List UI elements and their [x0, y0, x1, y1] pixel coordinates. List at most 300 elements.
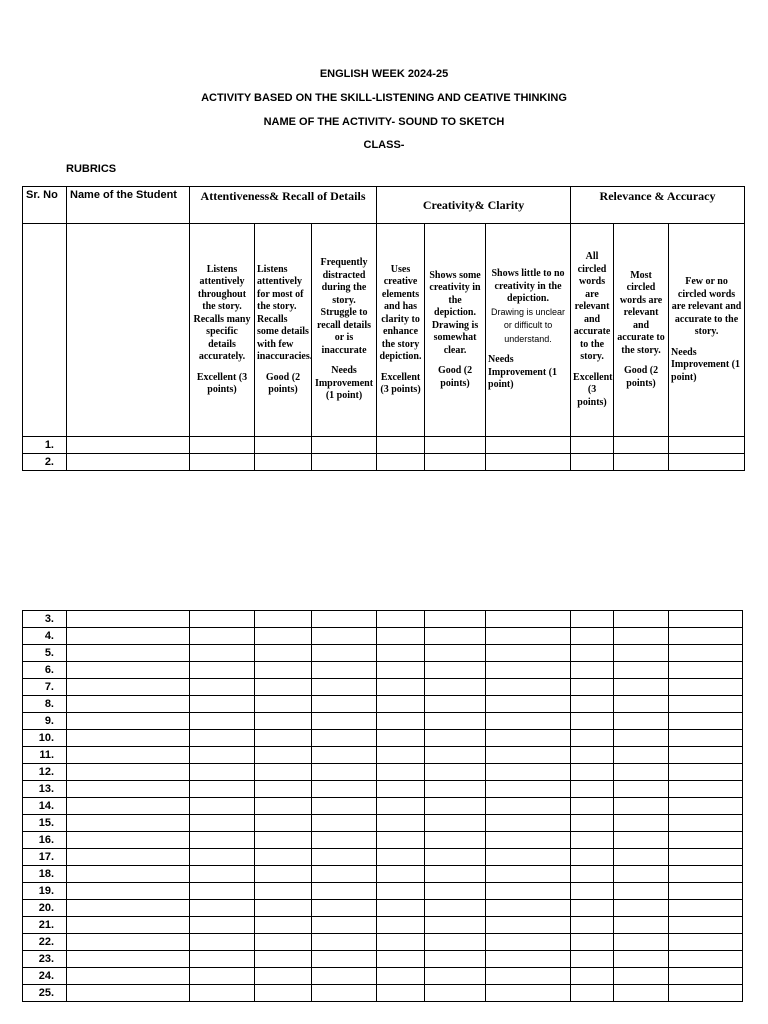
score-cell[interactable]: [377, 968, 425, 985]
score-cell[interactable]: [255, 611, 312, 628]
table-row: [23, 985, 743, 1002]
score-cell[interactable]: [486, 798, 571, 815]
score-cell[interactable]: [614, 747, 669, 764]
score-cell[interactable]: [669, 849, 743, 866]
row-number: 6.: [23, 662, 67, 679]
score-cell[interactable]: [571, 866, 614, 883]
score-cell[interactable]: [377, 645, 425, 662]
score-cell[interactable]: [190, 815, 255, 832]
student-name-header: Name of the Student: [67, 187, 190, 224]
score-cell[interactable]: [190, 611, 255, 628]
score-cell[interactable]: [312, 815, 377, 832]
table-row: [23, 815, 743, 832]
score-cell[interactable]: [190, 764, 255, 781]
score-cell[interactable]: [571, 934, 614, 951]
score-cell[interactable]: [312, 662, 377, 679]
score-cell[interactable]: [190, 798, 255, 815]
student-name-cell[interactable]: [67, 883, 190, 900]
score-cell[interactable]: [255, 815, 312, 832]
score-cell[interactable]: [571, 815, 614, 832]
score-cell[interactable]: [190, 951, 255, 968]
score-cell[interactable]: [255, 781, 312, 798]
score-cell[interactable]: [486, 951, 571, 968]
student-name-cell[interactable]: [67, 900, 190, 917]
score-cell[interactable]: [377, 730, 425, 747]
score-cell[interactable]: [312, 934, 377, 951]
row-number: 20.: [23, 900, 67, 917]
score-cell[interactable]: [425, 611, 486, 628]
score-cell[interactable]: [377, 628, 425, 645]
score-cell[interactable]: [571, 611, 614, 628]
table-row: [23, 968, 743, 985]
score-cell[interactable]: [425, 968, 486, 985]
score-cell[interactable]: [377, 934, 425, 951]
score-cell[interactable]: [255, 747, 312, 764]
score-cell[interactable]: [377, 679, 425, 696]
score-cell[interactable]: [486, 730, 571, 747]
student-name-cell[interactable]: [67, 934, 190, 951]
row-number: 4.: [23, 628, 67, 645]
score-cell[interactable]: [614, 679, 669, 696]
score-cell[interactable]: [255, 679, 312, 696]
score-cell[interactable]: [486, 764, 571, 781]
score-cell[interactable]: [669, 679, 743, 696]
row-number: 21.: [23, 917, 67, 934]
score-cell[interactable]: [312, 900, 377, 917]
score-cell[interactable]: [669, 900, 743, 917]
score-cell[interactable]: [255, 454, 312, 471]
score-cell[interactable]: [425, 798, 486, 815]
score-cell[interactable]: [669, 662, 743, 679]
score-cell[interactable]: [190, 985, 255, 1002]
cre-needs-desc2: Drawing is unclear or difficult to understand.: [491, 306, 566, 344]
score-cell[interactable]: [425, 951, 486, 968]
score-cell[interactable]: [571, 883, 614, 900]
score-cell[interactable]: [669, 713, 743, 730]
score-cell[interactable]: [669, 798, 743, 815]
score-cell[interactable]: [190, 437, 255, 454]
score-cell[interactable]: [614, 764, 669, 781]
score-cell[interactable]: [425, 934, 486, 951]
score-cell[interactable]: [377, 985, 425, 1002]
score-cell[interactable]: [614, 883, 669, 900]
student-name-cell[interactable]: [67, 696, 190, 713]
score-cell[interactable]: [425, 832, 486, 849]
student-name-cell[interactable]: [67, 662, 190, 679]
score-cell[interactable]: [255, 883, 312, 900]
score-cell[interactable]: [571, 454, 614, 471]
score-cell[interactable]: [614, 832, 669, 849]
score-cell[interactable]: [190, 628, 255, 645]
score-cell[interactable]: [614, 985, 669, 1002]
student-name-cell[interactable]: [67, 611, 190, 628]
score-cell[interactable]: [255, 645, 312, 662]
row-number: 16.: [23, 832, 67, 849]
score-cell[interactable]: [669, 454, 745, 471]
score-cell[interactable]: [486, 662, 571, 679]
student-name-cell[interactable]: [67, 951, 190, 968]
score-cell[interactable]: [255, 628, 312, 645]
score-cell[interactable]: [425, 713, 486, 730]
att-excellent-desc: Listens attentively throughout the story. Recalls many specific details accurately.: [193, 263, 251, 362]
score-cell[interactable]: [425, 900, 486, 917]
row-number: 2.: [23, 454, 67, 471]
score-cell[interactable]: [425, 849, 486, 866]
table-row: [23, 883, 743, 900]
score-cell[interactable]: [312, 611, 377, 628]
rel-good-cell: [614, 224, 669, 437]
score-cell[interactable]: [614, 781, 669, 798]
score-cell[interactable]: [669, 883, 743, 900]
score-cell[interactable]: [486, 934, 571, 951]
student-name-cell[interactable]: [67, 764, 190, 781]
score-cell[interactable]: [255, 713, 312, 730]
score-cell[interactable]: [425, 747, 486, 764]
score-cell[interactable]: [312, 866, 377, 883]
score-cell[interactable]: [255, 437, 312, 454]
score-cell[interactable]: [486, 747, 571, 764]
student-name-cell[interactable]: [67, 454, 190, 471]
score-cell[interactable]: [377, 662, 425, 679]
score-cell[interactable]: [669, 951, 743, 968]
score-cell[interactable]: [425, 645, 486, 662]
score-cell[interactable]: [425, 696, 486, 713]
student-name-cell[interactable]: [67, 645, 190, 662]
att-excellent-cell: [190, 224, 255, 437]
score-cell[interactable]: [425, 454, 486, 471]
score-cell[interactable]: [312, 628, 377, 645]
row-number: 24.: [23, 968, 67, 985]
score-cell[interactable]: [614, 951, 669, 968]
score-cell[interactable]: [255, 985, 312, 1002]
score-cell[interactable]: [377, 747, 425, 764]
score-cell[interactable]: [312, 696, 377, 713]
score-cell[interactable]: [571, 849, 614, 866]
score-cell[interactable]: [486, 679, 571, 696]
att-good-cell: [255, 224, 312, 437]
cre-excellent-score: Excellent (3 points): [380, 371, 421, 395]
score-cell[interactable]: [669, 985, 743, 1002]
cre-good-desc: Shows some creativity in the depiction. Drawing is somewhat clear.: [429, 269, 481, 356]
score-cell[interactable]: [669, 696, 743, 713]
score-cell[interactable]: [190, 968, 255, 985]
score-cell[interactable]: [312, 645, 377, 662]
score-cell[interactable]: [486, 900, 571, 917]
score-cell[interactable]: [377, 781, 425, 798]
score-cell[interactable]: [255, 968, 312, 985]
score-cell[interactable]: [571, 832, 614, 849]
score-cell[interactable]: [425, 628, 486, 645]
row-number: 3.: [23, 611, 67, 628]
row-number: 7.: [23, 679, 67, 696]
score-cell[interactable]: [377, 883, 425, 900]
score-cell[interactable]: [425, 883, 486, 900]
score-cell[interactable]: [571, 917, 614, 934]
score-cell[interactable]: [190, 917, 255, 934]
score-cell[interactable]: [571, 628, 614, 645]
criteria-row: [23, 224, 745, 437]
score-cell[interactable]: [312, 679, 377, 696]
score-cell[interactable]: [669, 968, 743, 985]
score-cell[interactable]: [571, 713, 614, 730]
score-cell[interactable]: [669, 917, 743, 934]
student-name-cell[interactable]: [67, 968, 190, 985]
score-cell[interactable]: [571, 696, 614, 713]
score-cell[interactable]: [190, 900, 255, 917]
score-cell[interactable]: [614, 662, 669, 679]
score-cell[interactable]: [312, 713, 377, 730]
score-cell[interactable]: [614, 454, 669, 471]
table-row: [23, 917, 743, 934]
score-cell[interactable]: [614, 645, 669, 662]
table-row: [23, 798, 743, 815]
score-cell[interactable]: [190, 730, 255, 747]
score-cell[interactable]: [486, 815, 571, 832]
student-name-cell[interactable]: [67, 781, 190, 798]
activity-skill: ACTIVITY BASED ON THE SKILL-LISTENING AND CEATIVE THINKING: [201, 92, 567, 104]
score-cell[interactable]: [486, 628, 571, 645]
activity-name: NAME OF THE ACTIVITY- SOUND TO SKETCH: [263, 116, 505, 128]
cre-good-score: Good (2 points): [437, 365, 473, 389]
score-cell[interactable]: [255, 917, 312, 934]
score-cell[interactable]: [312, 832, 377, 849]
score-cell[interactable]: [486, 849, 571, 866]
score-cell[interactable]: [425, 679, 486, 696]
score-cell[interactable]: [571, 951, 614, 968]
rubrics-label: RUBRICS: [66, 163, 117, 175]
score-cell[interactable]: [425, 866, 486, 883]
score-cell[interactable]: [377, 798, 425, 815]
score-cell[interactable]: [190, 645, 255, 662]
student-name-cell[interactable]: [67, 849, 190, 866]
score-cell[interactable]: [377, 951, 425, 968]
score-cell[interactable]: [614, 798, 669, 815]
score-cell[interactable]: [425, 662, 486, 679]
score-cell[interactable]: [312, 747, 377, 764]
score-cell[interactable]: [377, 900, 425, 917]
cre-needs-desc: Shows little to no creativity in the depiction.: [491, 268, 565, 305]
score-cell[interactable]: [614, 696, 669, 713]
score-cell[interactable]: [190, 679, 255, 696]
score-cell[interactable]: [255, 951, 312, 968]
score-cell[interactable]: [377, 611, 425, 628]
score-cell[interactable]: [614, 730, 669, 747]
student-name-cell[interactable]: [67, 437, 190, 454]
row-number: 25.: [23, 985, 67, 1002]
score-cell[interactable]: [425, 985, 486, 1002]
score-cell[interactable]: [255, 662, 312, 679]
score-cell[interactable]: [425, 437, 486, 454]
score-cell[interactable]: [614, 611, 669, 628]
score-cell[interactable]: [486, 985, 571, 1002]
student-name-cell[interactable]: [67, 798, 190, 815]
score-cell[interactable]: [190, 747, 255, 764]
score-cell[interactable]: [312, 849, 377, 866]
score-cell[interactable]: [614, 849, 669, 866]
score-cell[interactable]: [571, 798, 614, 815]
score-cell[interactable]: [312, 883, 377, 900]
score-cell[interactable]: [255, 866, 312, 883]
score-cell[interactable]: [571, 679, 614, 696]
score-cell[interactable]: [486, 696, 571, 713]
score-cell[interactable]: [669, 437, 745, 454]
score-cell[interactable]: [614, 900, 669, 917]
row-number: 11.: [23, 747, 67, 764]
score-cell[interactable]: [571, 645, 614, 662]
score-cell[interactable]: [377, 696, 425, 713]
score-cell[interactable]: [614, 968, 669, 985]
student-name-cell[interactable]: [67, 832, 190, 849]
score-cell[interactable]: [486, 437, 571, 454]
score-cell[interactable]: [377, 866, 425, 883]
score-cell[interactable]: [486, 454, 571, 471]
score-cell[interactable]: [377, 815, 425, 832]
score-cell[interactable]: [669, 628, 743, 645]
relevance-header: Relevance & Accuracy: [571, 187, 745, 224]
score-cell[interactable]: [255, 934, 312, 951]
score-cell[interactable]: [571, 437, 614, 454]
score-cell[interactable]: [486, 832, 571, 849]
score-cell[interactable]: [255, 696, 312, 713]
score-cell[interactable]: [669, 764, 743, 781]
row-number: 9.: [23, 713, 67, 730]
score-cell[interactable]: [312, 985, 377, 1002]
score-cell[interactable]: [614, 917, 669, 934]
score-cell[interactable]: [377, 437, 425, 454]
score-cell[interactable]: [669, 645, 743, 662]
score-cell[interactable]: [312, 798, 377, 815]
cre-needs-cell: [486, 224, 571, 437]
student-name-cell[interactable]: [67, 815, 190, 832]
score-cell[interactable]: [571, 662, 614, 679]
score-cell[interactable]: [190, 454, 255, 471]
score-cell[interactable]: [312, 764, 377, 781]
att-needs-desc: Frequently distracted during the story. Struggle to recall details or is inaccurate: [317, 257, 371, 356]
student-name-cell[interactable]: [67, 713, 190, 730]
score-cell[interactable]: [312, 951, 377, 968]
score-cell[interactable]: [190, 849, 255, 866]
score-cell[interactable]: [486, 883, 571, 900]
student-name-cell[interactable]: [67, 679, 190, 696]
score-cell[interactable]: [669, 747, 743, 764]
score-cell[interactable]: [571, 968, 614, 985]
score-cell[interactable]: [190, 866, 255, 883]
student-name-cell[interactable]: [67, 747, 190, 764]
score-cell[interactable]: [425, 764, 486, 781]
score-cell[interactable]: [614, 628, 669, 645]
score-cell[interactable]: [190, 662, 255, 679]
header-row: [23, 187, 745, 224]
score-cell[interactable]: [425, 917, 486, 934]
cre-needs-score: Needs Improvement (1 point): [488, 354, 558, 391]
score-cell[interactable]: [614, 713, 669, 730]
table-row: [23, 866, 743, 883]
score-cell[interactable]: [377, 832, 425, 849]
table-row: [23, 713, 743, 730]
score-cell[interactable]: [255, 900, 312, 917]
score-cell[interactable]: [255, 798, 312, 815]
score-cell[interactable]: [571, 781, 614, 798]
student-name-cell[interactable]: [67, 866, 190, 883]
score-cell[interactable]: [669, 730, 743, 747]
score-cell[interactable]: [571, 730, 614, 747]
score-cell[interactable]: [486, 968, 571, 985]
score-cell[interactable]: [486, 611, 571, 628]
score-cell[interactable]: [669, 934, 743, 951]
score-cell[interactable]: [190, 781, 255, 798]
student-name-cell[interactable]: [67, 730, 190, 747]
score-cell[interactable]: [255, 730, 312, 747]
score-cell[interactable]: [312, 437, 377, 454]
score-cell[interactable]: [190, 883, 255, 900]
row-number: 19.: [23, 883, 67, 900]
score-cell[interactable]: [255, 849, 312, 866]
score-cell[interactable]: [312, 917, 377, 934]
score-cell[interactable]: [377, 454, 425, 471]
score-cell[interactable]: [486, 713, 571, 730]
score-cell[interactable]: [614, 815, 669, 832]
row-number: 10.: [23, 730, 67, 747]
score-cell[interactable]: [190, 696, 255, 713]
table-row: [23, 645, 743, 662]
score-cell[interactable]: [486, 645, 571, 662]
score-cell[interactable]: [377, 917, 425, 934]
score-cell[interactable]: [377, 764, 425, 781]
score-cell[interactable]: [312, 781, 377, 798]
table-row: [23, 764, 743, 781]
score-cell[interactable]: [614, 934, 669, 951]
score-cell[interactable]: [312, 454, 377, 471]
attentiveness-header: Attentiveness& Recall of Details: [190, 187, 377, 224]
score-cell[interactable]: [669, 611, 743, 628]
student-name-cell[interactable]: [67, 917, 190, 934]
score-cell[interactable]: [486, 917, 571, 934]
rel-needs-cell: [669, 224, 745, 437]
score-cell[interactable]: [255, 764, 312, 781]
score-cell[interactable]: [425, 815, 486, 832]
score-cell[interactable]: [255, 832, 312, 849]
score-cell[interactable]: [312, 730, 377, 747]
score-cell[interactable]: [571, 764, 614, 781]
score-cell[interactable]: [614, 437, 669, 454]
score-cell[interactable]: [486, 781, 571, 798]
score-cell[interactable]: [669, 815, 743, 832]
score-cell[interactable]: [571, 900, 614, 917]
criteria-blank: [23, 224, 67, 437]
student-name-cell[interactable]: [67, 628, 190, 645]
student-rows-page1: [23, 437, 745, 471]
student-name-cell[interactable]: [67, 985, 190, 1002]
score-cell[interactable]: [377, 713, 425, 730]
score-cell[interactable]: [312, 968, 377, 985]
score-cell[interactable]: [190, 713, 255, 730]
score-cell[interactable]: [614, 866, 669, 883]
score-cell[interactable]: [377, 849, 425, 866]
score-cell[interactable]: [190, 832, 255, 849]
score-cell[interactable]: [190, 934, 255, 951]
cre-excellent-cell: [377, 224, 425, 437]
table-row: [23, 781, 743, 798]
score-cell[interactable]: [669, 781, 743, 798]
score-cell[interactable]: [669, 832, 743, 849]
score-cell[interactable]: [425, 781, 486, 798]
score-cell[interactable]: [669, 866, 743, 883]
score-cell[interactable]: [486, 866, 571, 883]
score-cell[interactable]: [571, 985, 614, 1002]
score-cell[interactable]: [425, 730, 486, 747]
score-cell[interactable]: [571, 747, 614, 764]
table-row: [23, 679, 743, 696]
